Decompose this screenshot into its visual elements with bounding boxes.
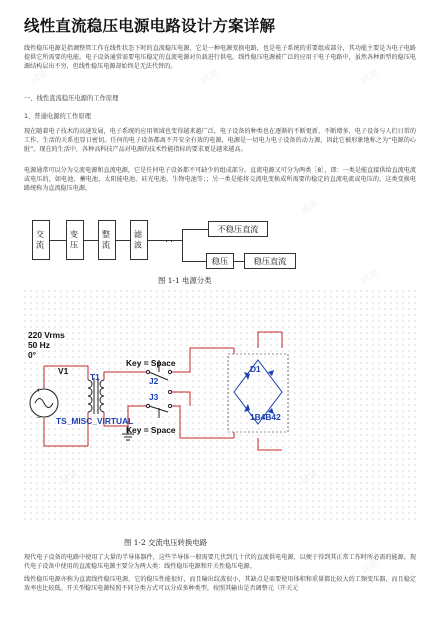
figure-caption-1: 图 1-1 电源分类 <box>158 276 212 285</box>
circuit-schematic <box>22 288 418 520</box>
page-title: 线性直流稳压电源电路设计方案详解 <box>24 17 276 35</box>
watermark: 试读 <box>29 68 51 87</box>
svg-text:−: − <box>36 414 42 421</box>
source-voltage-label: 220 Vrms <box>28 330 65 340</box>
j2-key-label: Key = Space <box>126 358 176 368</box>
watermark: 试读 <box>59 468 81 487</box>
node-2 <box>166 241 167 242</box>
arrow-1 <box>50 240 66 241</box>
block-stable-dc: 稳压直流 <box>244 253 296 269</box>
paragraph-4: 现代电子设备的电路中使用了大量的半导体器件，这些半导体一般需要几伏到几十伏的直流供电电源，以便于得到其正常工作时所必需的能源。现代电子设备中使用的直流稳压电源主要分为两大类：线性稳压电源和开关性稳压电源。 <box>24 554 416 570</box>
node-6 <box>166 240 167 241</box>
watermark: 试读 <box>359 558 381 577</box>
split-line <box>148 240 182 241</box>
paragraph-5: 线性稳压电源亦称为直流线性稳压电源，它的稳压性能很好，而且输出纹波很小，其缺点是需要使用体积和重量都比较大的工频变压器，而且稳定效率也比较低。开关型稳压电源按照不同分类方式可以分成多种类型。按照其输出是否调整元（开关元 <box>24 576 416 592</box>
watermark: 试读 <box>299 468 321 487</box>
paragraph-2: 现在随着电子技术的高速发展，电子系统的应用领域也变得越来越广泛，电子设备的种类也在逐渐的不断更新、不断增多，电子设备与人们日常的工作、生活的关系也显日密切。任何的电子设备都离不开安全有效的电源，电源是一切电力电子设备的动力源，因此它被形象地称之为“电源的心脏”。现在的生活中，各种高科技产品对电源的技术性能指标的要求更是越来越高。 <box>24 128 416 153</box>
block-unstable-dc: 不稳压直流 <box>208 221 268 237</box>
line-to-unstable <box>182 229 208 230</box>
arrow-2 <box>84 240 98 241</box>
schematic-drawing <box>22 288 418 520</box>
j3-key-label: Key = Space <box>126 425 176 435</box>
transformer-model-label: TS_MISC_VIRTUAL <box>56 416 134 426</box>
block-regulate: 稳压 <box>206 253 234 269</box>
watermark: 试读 <box>359 268 381 287</box>
intro-paragraph: 线性稳压电源是指调整管工作在线性状态下时的直流稳压电源，它是一种电源变换电路，也是电子系统的重要组成部分，其功能主要是为电子电路提供它所需要的电能。电子设备通常需要电压稳定的直流电源对负载进行供电。线性稳压电源被广泛的应用于电子电路中，虽然各种新型的稳压电源结构层出不穷，但线性稳压电源却始终是无法代替的。 <box>24 45 416 70</box>
source-phase-label: 0° <box>28 350 37 360</box>
block-transform: 变压 <box>66 220 84 260</box>
figure-caption-2: 图 1-2 交流电压转换电路 <box>124 538 208 547</box>
watermark: 试读 <box>299 198 321 217</box>
branch-stub-3 <box>160 240 161 241</box>
section-heading-1-1: 1、普通电源的工作原理 <box>24 113 91 120</box>
section-heading-1: 一、线性直流稳压电源的工作原理 <box>24 95 119 102</box>
transformer-icon <box>88 378 104 414</box>
block-ac: 交流 <box>32 220 50 260</box>
line-to-regulate <box>182 261 206 262</box>
vertical-branch <box>182 229 183 261</box>
v1-label: V1 <box>58 366 69 376</box>
j2-label: J2 <box>149 376 159 386</box>
block-filter: 滤波 <box>130 220 148 260</box>
watermark: 试读 <box>359 68 381 87</box>
arrow-3 <box>116 240 130 241</box>
line-to-stable <box>234 261 244 262</box>
branch-stub-2 <box>171 241 172 242</box>
d1-label: D1 <box>250 364 261 374</box>
svg-text:+: + <box>36 387 42 394</box>
watermark: 试读 <box>199 68 221 87</box>
t1-label: T1 <box>90 372 100 382</box>
j3-label: J3 <box>149 392 159 402</box>
bridge-model-label: 1B4B42 <box>250 412 281 422</box>
paragraph-3: 电源通常可以分为交流电源和直流电源，它是任何电子设备都不可缺少的组成部分。直流电源又可分为两类［8］，即：一类是能直接供给直流电流或电压的，如电池、蓄电池、太阳能电池、硅光电池、生物电池等；；另一类是能将交流电变换成所需要的稳定的直流电流或电压的，这类变换电路统称为直流稳压电源。 <box>24 167 416 192</box>
block-rectify: 整流 <box>98 220 116 260</box>
source-frequency-label: 50 Hz <box>28 340 50 350</box>
